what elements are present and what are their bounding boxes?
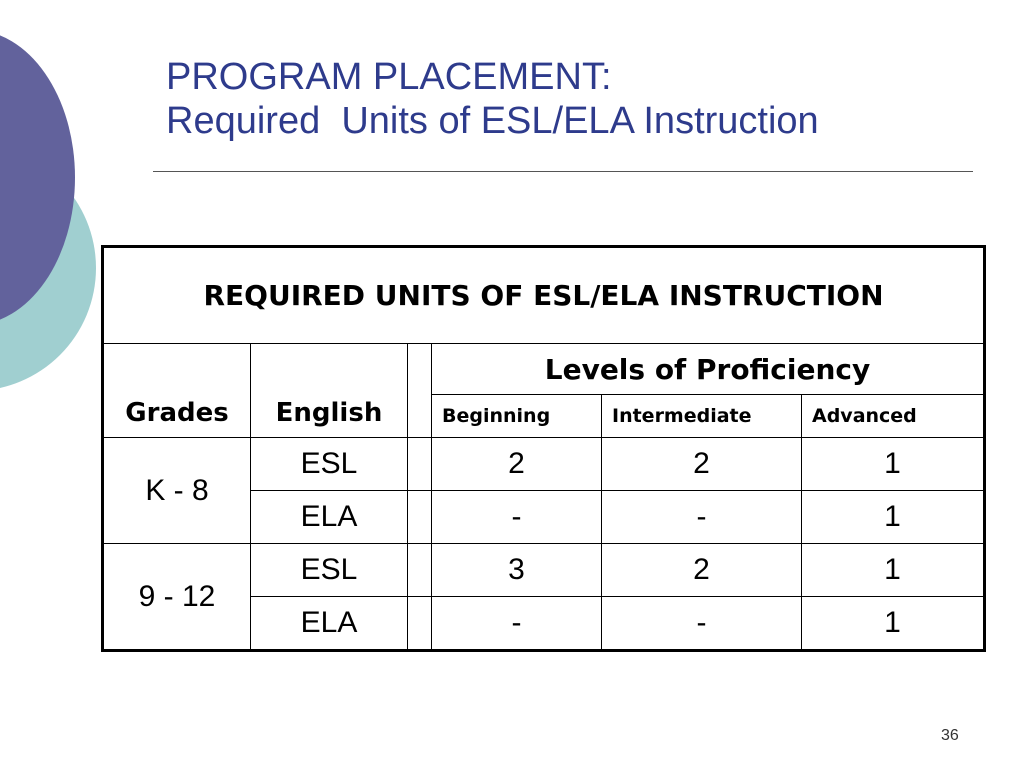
grades-column-header: Grades bbox=[103, 344, 251, 438]
level-beginning: Beginning bbox=[432, 395, 602, 438]
table-row bbox=[103, 544, 985, 597]
spacer-cell bbox=[408, 544, 432, 597]
value-cell-intermediate: 2 bbox=[602, 438, 802, 491]
spacer-column bbox=[408, 344, 432, 438]
spacer-cell bbox=[408, 491, 432, 544]
slide-title-line-1: PROGRAM PLACEMENT: bbox=[166, 56, 612, 98]
title-divider bbox=[153, 171, 973, 172]
slide-title bbox=[166, 55, 819, 143]
value-cell-intermediate: 2 bbox=[602, 544, 802, 597]
value-cell-beginning: - bbox=[432, 491, 602, 544]
value-cell-intermediate: - bbox=[602, 597, 802, 651]
value-cell-advanced: 1 bbox=[802, 544, 985, 597]
slide-title-line-2: Required Units of ESL/ELA Instruction bbox=[166, 100, 819, 142]
page-number: 36 bbox=[941, 727, 959, 744]
header-row bbox=[103, 344, 985, 395]
course-cell: ESL bbox=[251, 544, 408, 597]
value-cell-intermediate: - bbox=[602, 491, 802, 544]
spacer-cell bbox=[408, 597, 432, 651]
spacer-cell bbox=[408, 438, 432, 491]
level-intermediate: Intermediate bbox=[602, 395, 802, 438]
course-cell: ELA bbox=[251, 491, 408, 544]
course-cell: ELA bbox=[251, 597, 408, 651]
course-cell: ESL bbox=[251, 438, 408, 491]
table-title: REQUIRED UNITS OF ESL/ELA INSTRUCTION bbox=[103, 247, 985, 344]
value-cell-advanced: 1 bbox=[802, 597, 985, 651]
value-cell-advanced: 1 bbox=[802, 438, 985, 491]
grade-cell: 9 - 12 bbox=[103, 544, 251, 651]
value-cell-advanced: 1 bbox=[802, 491, 985, 544]
english-column-header: English bbox=[251, 344, 408, 438]
value-cell-beginning: 2 bbox=[432, 438, 602, 491]
table-row bbox=[103, 438, 985, 491]
grade-cell: K - 8 bbox=[103, 438, 251, 544]
value-cell-beginning: 3 bbox=[432, 544, 602, 597]
levels-of-proficiency-header: Levels of Proficiency bbox=[432, 344, 985, 395]
table-title-row bbox=[103, 247, 985, 344]
required-units-table bbox=[101, 245, 986, 652]
level-advanced: Advanced bbox=[802, 395, 985, 438]
value-cell-beginning: - bbox=[432, 597, 602, 651]
